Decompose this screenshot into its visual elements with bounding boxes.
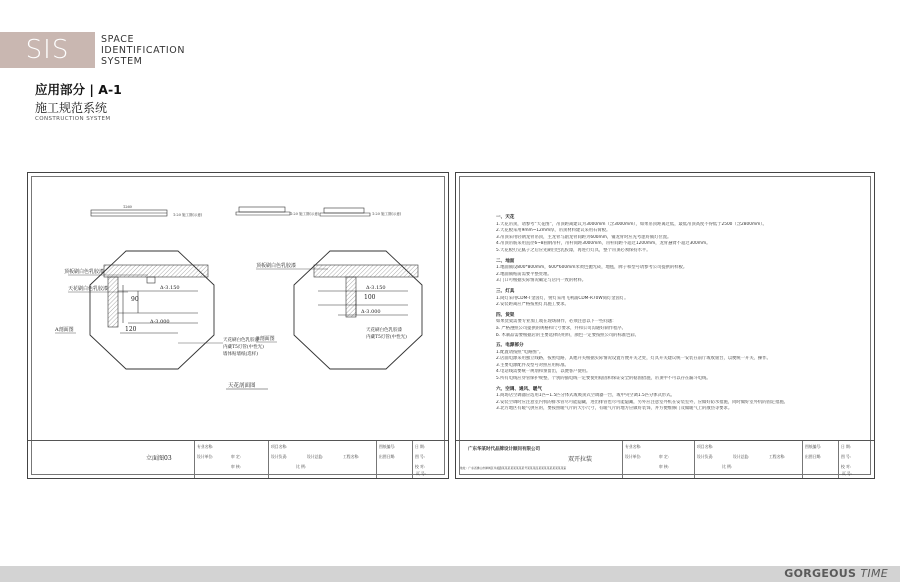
spec-line: 3.北方地区有暖气供应的，要按照暖气片的大小尺寸，有暖气片的地方应做好装饰，并方便维修门及做暖气上的散热等要求。 bbox=[496, 406, 733, 412]
title-field: 日 期: bbox=[415, 444, 426, 449]
spec-line: 4.电话线需要统一规划和预留出，以便客户使用。 bbox=[496, 369, 591, 375]
sis-logo: SIS bbox=[0, 32, 95, 68]
brand-main: GORGEOUS bbox=[784, 567, 857, 580]
spec-line: 1.天花吊顶，请参考“天花图”，吊顶距离建议为3000mm（含3000mm），如果吊顶距离过低，最低吊顶高度不得低于2500（含2800mm）。 bbox=[496, 221, 767, 227]
footer-bar bbox=[0, 566, 900, 582]
spec-line: 2.店面电源采用独立线路，按照电路，其他开关根据实际情况设置方便开关之处，灯具开关建议统一安装在前厅或收银台，以便统一开关、操作。 bbox=[496, 356, 771, 362]
title-field: 比 例: bbox=[296, 464, 307, 469]
company-name: 广东华某时代品牌设计顾问有限公司 bbox=[468, 447, 540, 452]
drawing-caption: 天花剖面图 bbox=[228, 383, 256, 389]
spec-line: 5.天花板打完腻子之后应先刷白色乳胶漆，再进行灯具，整个吊顶必须保持水平。 bbox=[496, 247, 651, 253]
title-field: 图纸编号: bbox=[379, 444, 396, 449]
title-field: 专业名称: bbox=[197, 444, 214, 449]
left-drawing-sheet bbox=[27, 172, 449, 479]
annotation: 天花刷白色乳胶漆 bbox=[223, 338, 259, 343]
title-field: 图纸编号: bbox=[805, 444, 822, 449]
title-field: 设计负责: bbox=[271, 454, 288, 459]
title-field: 设计单位: bbox=[625, 454, 642, 459]
title-field: 比 例: bbox=[722, 464, 733, 469]
page-title: 施工规范系统 bbox=[35, 101, 108, 115]
company-address: 地址：广东省佛山市禅城区华美路某某某某某某某某号某某某座某某某某某某某某某室 bbox=[460, 466, 567, 470]
section-title: 应用部分 | A-1 bbox=[35, 82, 122, 97]
spec-heading: 六、空调、通风、暖气 bbox=[496, 386, 542, 392]
drawing-label: 1:20 施工图(示意) bbox=[290, 212, 320, 216]
page-title-en: CONSTRUCTION SYSTEM bbox=[35, 116, 111, 122]
logo-sub-line: IDENTIFICATION bbox=[101, 45, 186, 56]
spec-line: 4.吊顶吊筋采用直径6~8圆钢吊杆，吊杆间距3000mm，吊杆间距不超过1200mm，龙骨悬臂不超过300mm。 bbox=[496, 241, 711, 247]
spec-line: 1.地面铺设800*800mm，600*600mm米黄色抛光砖，地毯，牌子和型号请参考公司提供的样板。 bbox=[496, 265, 688, 271]
title-field: 设计单位: bbox=[197, 454, 214, 459]
title-field: 日 期: bbox=[841, 444, 852, 449]
title-field: 图 号: bbox=[841, 454, 852, 459]
construction-spec-text bbox=[496, 211, 856, 413]
spec-line: 2.安装距离应严格按照灯具施工要求。 bbox=[496, 302, 569, 308]
title-field: 页 号: bbox=[416, 471, 427, 476]
annotation: 内藏T5灯管(中性光) bbox=[366, 335, 407, 340]
spec-line: a. 严格遵照公司提供的规格和尺寸要求，并和公司沟通好制作程序。 bbox=[496, 325, 626, 331]
title-field: 出图日期: bbox=[379, 454, 396, 459]
annotation: 墙体贴墙纸(选样) bbox=[223, 352, 259, 357]
drawing-label: 1:20 施工图(示意) bbox=[173, 213, 203, 217]
spec-heading: 五、电源部分 bbox=[496, 343, 524, 349]
title-field: 审 定: bbox=[659, 454, 670, 459]
logo-subtitle bbox=[101, 34, 185, 67]
spec-line: 3.吊顶采用轻钢龙骨吊顶，主龙骨与副龙骨间距为600mm，铺龙骨时应先考虑好铺灯位置。 bbox=[496, 234, 672, 240]
detail-label: A剖面图 bbox=[55, 327, 74, 333]
spec-line: 1.商场店空调器应选用1匹~1.5匹分体式或吸顶式空调器一台，或中央空调1.5匹分体式形式。 bbox=[496, 393, 675, 399]
spec-heading: 三、灯具 bbox=[496, 288, 515, 294]
spec-line: b. 木制品需要根据店的主要选择的用料，颜色一定要按照公司的标准色彩。 bbox=[496, 332, 639, 338]
title-field: 工程名称: bbox=[769, 454, 786, 459]
title-field: 校 对: bbox=[415, 464, 426, 469]
dim-label: 1260 bbox=[123, 205, 132, 209]
annotation: 内藏T5灯管(中性光) bbox=[223, 345, 264, 350]
title-block bbox=[28, 440, 448, 478]
title-field: 页 号: bbox=[842, 471, 853, 476]
logo-sub-line: SPACE bbox=[101, 34, 135, 45]
spec-heading: 一、天花 bbox=[496, 215, 515, 220]
annotation: 天花刷白色乳胶漆 bbox=[366, 328, 402, 333]
title-field: 项目名称: bbox=[697, 444, 714, 449]
title-cell bbox=[802, 441, 838, 478]
right-spec-sheet bbox=[455, 172, 875, 479]
spec-line: 1.配置请按照“电路图”。 bbox=[496, 349, 544, 355]
title-field: 审 核: bbox=[231, 464, 242, 469]
title-field: 工程名称: bbox=[343, 454, 360, 459]
logo-sub-line: SYSTEM bbox=[101, 56, 143, 67]
title-cell bbox=[376, 441, 412, 478]
drawing-name: 立面图03 bbox=[146, 455, 172, 462]
dim-label: Δ-3.150 bbox=[160, 285, 180, 291]
title-block bbox=[456, 440, 874, 478]
spec-line: 5.所有电线应穿管保护规整，个别的插电线一定要使用稳固和保证安全的稳固措施，吊顶中不可以存在漏斗电线。 bbox=[496, 376, 711, 382]
spec-line: 如果货架需要专业加工或在现场制作，必须注意以下一些问题： bbox=[496, 319, 617, 325]
dim-label: Δ-3.000 bbox=[361, 309, 381, 315]
dim-label: 100 bbox=[364, 294, 376, 301]
spec-line: 1.筒灯采用CDM-T金卤灯，射灯采用飞利浦CDM-R70W筒灯金卤灯。 bbox=[496, 295, 629, 301]
brand-italic: TIME bbox=[860, 567, 888, 580]
annotation: 顶板刷白色乳胶漆 bbox=[64, 269, 105, 275]
drawing-label: 1:20 施工图(示意) bbox=[372, 212, 402, 216]
spec-line: 2.地面铺贴前需要平整处理。 bbox=[496, 271, 552, 277]
dim-label: 90 bbox=[131, 296, 139, 303]
title-field: 设计负责: bbox=[697, 454, 714, 459]
dim-label: Δ-3.000 bbox=[150, 319, 170, 325]
title-cell bbox=[622, 441, 694, 478]
title-field: 图 号: bbox=[415, 454, 426, 459]
spec-heading: 四、货架 bbox=[496, 312, 515, 318]
spec-line: 2.安装空调时应注意室内机的排水管尽可能隐藏，进出排管也尽可能隐藏，另外应注意室外机在安装室外，应做好防水措施，同时做好室外机的固定措施。 bbox=[496, 399, 788, 405]
title-field: 项目名称: bbox=[271, 444, 288, 449]
annotation: 顶板刷白色乳胶漆 bbox=[256, 263, 297, 269]
title-field: 专业名称: bbox=[625, 444, 642, 449]
spec-line: 2.天花板采用9mm~12mm厚，吊顶材料建议采用石膏板。 bbox=[496, 228, 611, 234]
title-cell bbox=[694, 441, 802, 478]
drawing-name: 双开拉装 bbox=[568, 456, 593, 463]
spec-heading: 二、地面 bbox=[496, 258, 515, 264]
footer-brand bbox=[784, 567, 888, 580]
title-field: 设计总监: bbox=[307, 454, 324, 459]
title-cell bbox=[194, 441, 268, 478]
annotation: 天花刷白色乳胶漆 bbox=[68, 286, 109, 292]
dim-label: 120 bbox=[125, 326, 137, 333]
detail-label: B剖面图 bbox=[256, 336, 275, 342]
ceiling-section-drawing bbox=[28, 173, 450, 443]
spec-line: 3.门口可根据实际情况确定与店内一致的材料。 bbox=[496, 278, 587, 284]
title-cell bbox=[268, 441, 376, 478]
title-field: 审 核: bbox=[659, 464, 670, 469]
title-field: 校 对: bbox=[841, 464, 852, 469]
dim-label: Δ-3.150 bbox=[366, 285, 386, 291]
title-field: 出图日期: bbox=[805, 454, 822, 459]
title-field: 设计总监: bbox=[733, 454, 750, 459]
spec-line: 3.主要电源配件及型号对照应用标准。 bbox=[496, 362, 569, 368]
title-field: 审 定: bbox=[231, 454, 242, 459]
